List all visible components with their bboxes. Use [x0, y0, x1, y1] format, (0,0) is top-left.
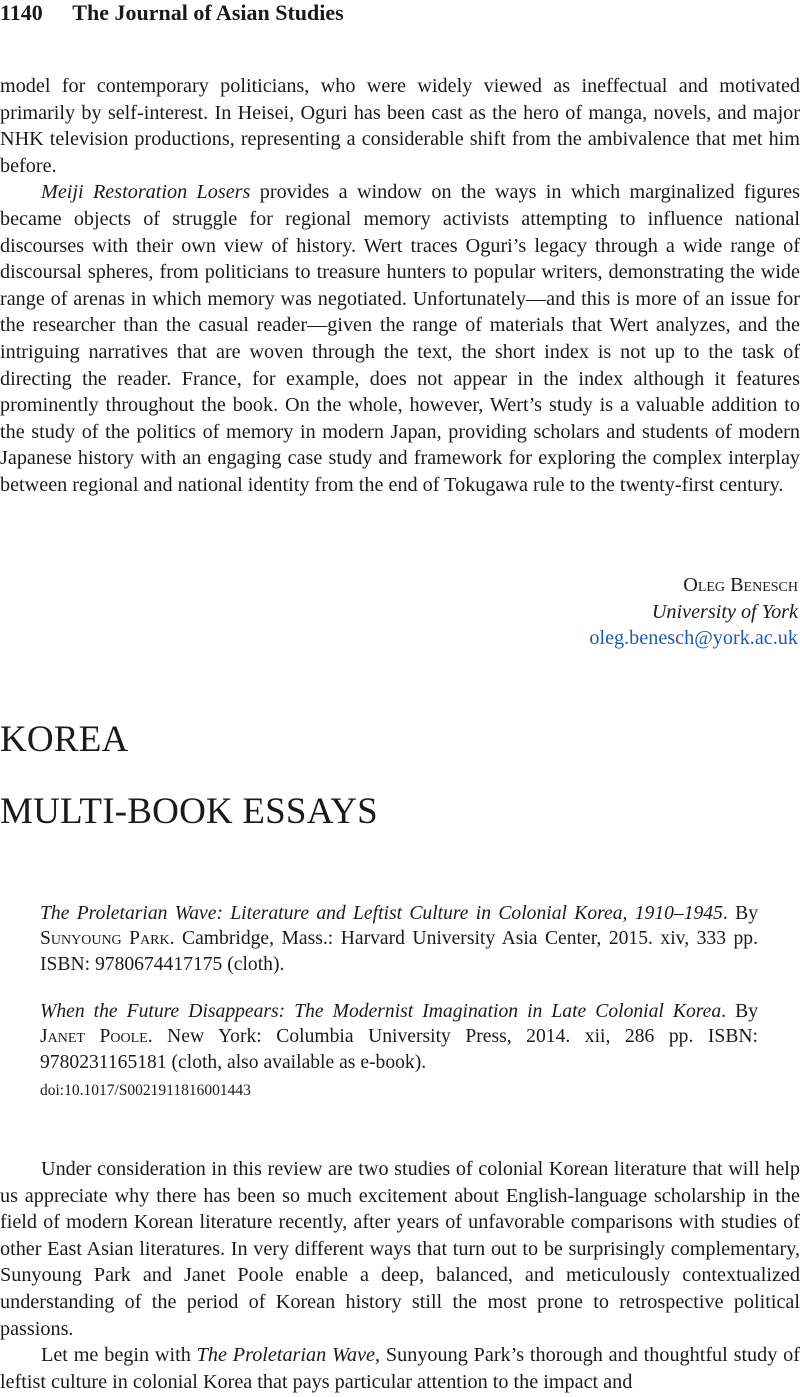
book-title: The Proletarian Wave: Literature and Leftist Culture in Colonial Korea, 1910–1945	[40, 903, 723, 924]
paragraph-text: provides a window on the ways in which marginalized figures became objects of struggle for regional memory activists attempting to influence national discourses with their own view of history. Wert traces Oguri’s legacy through a wide range of discoursal spheres, from politicians to treasure hunters to popular writers, demonstrating the wide range of arenas in which memory was negotiated. Unfortunately—and this is more of an issue for the researcher than the casual reader—given the range of materials that Wert analyzes, and the intriguing narratives that are woven through the text, the short index is not up to the task of directing the reader. France, for example, does not appear in the index although it features prominently throughout the book. On the whole, however, Wert’s study is a valuable addition to the study of the politics of memory in modern Japan, providing scholars and students of modern Japanese history with an engaging case study and framework for exploring the complex interplay between regional and national identity from the end of Tokugawa rule to the twenty-first century.	[0, 181, 800, 496]
citation-by: . By	[721, 1001, 758, 1022]
book-author: Janet Poole	[40, 1026, 148, 1048]
book-title: The Proletarian Wave	[196, 1344, 376, 1367]
book-citation	[40, 901, 758, 977]
reviewer-email-link[interactable]: oleg.benesch@york.ac.uk	[589, 627, 798, 650]
book-title: Meiji Restoration Losers	[41, 181, 251, 204]
book-title: When the Future Disappears: The Modernist Imagination in Late Colonial Korea	[40, 1001, 722, 1022]
reviewer-name: Oleg Benesch	[683, 574, 798, 596]
citation-details: . New York: Columbia University Press, 2014. xii, 286 pp. ISBN: 9780231165181 (cloth, also available as e-book).	[40, 1026, 758, 1073]
korea-review-body	[0, 1156, 800, 1395]
category-heading: MULTI-BOOK ESSAYS	[0, 791, 378, 832]
page-number: 1140	[0, 0, 43, 25]
book-author: Sunyoung Park	[40, 928, 170, 950]
region-heading: KOREA	[0, 719, 129, 760]
reviewer-affiliation: University of York	[651, 600, 798, 623]
running-header	[0, 0, 800, 30]
paragraph	[0, 1342, 800, 1395]
journal-title: The Journal of Asian Studies	[72, 0, 344, 25]
paragraph	[0, 179, 800, 498]
paragraph: Under consideration in this review are two studies of colonial Korean literature that will help us appreciate why there has been so much excitement about English-language scholarship in the field of modern Korean literature recently, after years of unfavorable comparisons with studies of other East Asian literatures. In very different ways that turn out to be surprisingly complementary, Sunyoung Park and Janet Poole enable a deep, balanced, and meticulously contextualized understanding of the period of Korean history still the most prone to retrospective political passions.	[0, 1158, 800, 1340]
reviewer-signature	[589, 572, 798, 652]
citation-by: . By	[722, 903, 758, 924]
book-citation	[40, 999, 758, 1075]
citation-details: . Cambridge, Mass.: Harvard University Asia Center, 2015. xiv, 333 pp. ISBN: 9780674417175 (cloth).	[40, 928, 758, 975]
paragraph-text: , Sunyoung Park’s thorough and thoughtful study of leftist culture in colonial Korea that pays particular attention to the impact and	[0, 1344, 800, 1393]
japan-review-body	[0, 73, 800, 499]
paragraph-text: Let me begin with	[41, 1344, 197, 1367]
doi-link[interactable]: doi:10.1017/S0021911816001443	[40, 1082, 251, 1099]
paragraph: model for contemporary politicians, who were widely viewed as ineffectual and motivated primarily by self-interest. In Heisei, Oguri has been cast as the hero of manga, novels, and major NHK television productions, representing a considerable shift from the ambivalence that met him before.	[0, 75, 800, 177]
